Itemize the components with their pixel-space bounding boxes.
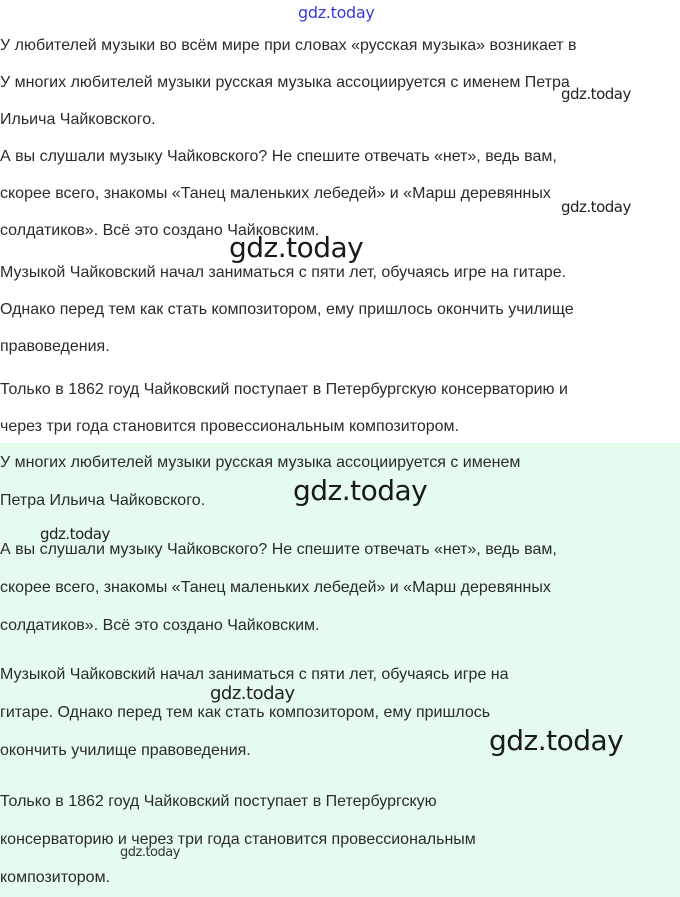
watermark: gdz.today bbox=[40, 525, 110, 543]
text-line: Петра Ильича Чайковского. bbox=[0, 492, 206, 509]
original-paragraph-3 bbox=[0, 254, 574, 365]
watermark: gdz.today bbox=[293, 474, 428, 507]
text-line: гитаре. Однако перед тем как стать композитором, ему пришлось bbox=[0, 704, 491, 721]
text-line: Однако перед тем как стать композитором, ему пришлось окончить училище bbox=[0, 301, 574, 318]
text-line: Только в 1862 гоуд Чайковский поступает в Петербургскую bbox=[0, 793, 437, 810]
text-line: композитором. bbox=[0, 869, 111, 886]
text-line: солдатиков». Всё это создано Чайковским. bbox=[0, 222, 320, 239]
answer-paragraph-4 bbox=[0, 783, 476, 897]
watermark: gdz.today bbox=[489, 724, 624, 757]
original-paragraph-4 bbox=[0, 371, 568, 445]
text-line: Только в 1862 гоуд Чайковский поступает в Петербургскую консерваторию и bbox=[0, 381, 568, 398]
text-line: А вы слушали музыку Чайковского? Не спешите отвечать «нет», ведь вам, bbox=[0, 148, 557, 165]
watermark: gdz.today bbox=[561, 198, 631, 216]
answer-paragraph-1 bbox=[0, 444, 520, 520]
text-line: Ильича Чайковского. bbox=[0, 111, 156, 128]
watermark: gdz.today bbox=[120, 845, 180, 860]
text-line: через три года становится провессиональным композитором. bbox=[0, 418, 459, 435]
text-line: солдатиков». Всё это создано Чайковским. bbox=[0, 617, 320, 634]
answer-paragraph-2 bbox=[0, 531, 557, 645]
text-line: А вы слушали музыку Чайковского? Не спешите отвечать «нет», ведь вам, bbox=[0, 541, 557, 558]
text-line: окончить училище правоведения. bbox=[0, 742, 251, 759]
answer-paragraph-3 bbox=[0, 656, 509, 770]
watermark-top: gdz.today bbox=[298, 3, 375, 22]
text-line: Музыкой Чайковский начал заниматься с пяти лет, обучаясь игре на bbox=[0, 666, 509, 683]
text-line: У многих любителей музыки русская музыка ассоциируется с именем bbox=[0, 454, 521, 471]
original-paragraph-1 bbox=[0, 27, 577, 138]
text-line: скорее всего, знакомы «Танец маленьких лебедей» и «Марш деревянных bbox=[0, 185, 551, 202]
watermark: gdz.today bbox=[561, 85, 631, 103]
text-line: скорее всего, знакомы «Танец маленьких лебедей» и «Марш деревянных bbox=[0, 579, 551, 596]
text-line: Музыкой Чайковский начал заниматься с пяти лет, обучаясь игре на гитаре. bbox=[0, 264, 567, 281]
text-line: правоведения. bbox=[0, 338, 110, 355]
text-line: У многих любителей музыки русская музыка ассоциируется с именем Петра bbox=[0, 74, 570, 91]
text-line: У любителей музыки во всём мире при словах «русская музыка» возникает в bbox=[0, 37, 577, 54]
watermark: gdz.today bbox=[229, 231, 364, 264]
text-line: консерваторию и через три года становится провессиональным bbox=[0, 831, 476, 848]
watermark: gdz.today bbox=[210, 683, 295, 704]
